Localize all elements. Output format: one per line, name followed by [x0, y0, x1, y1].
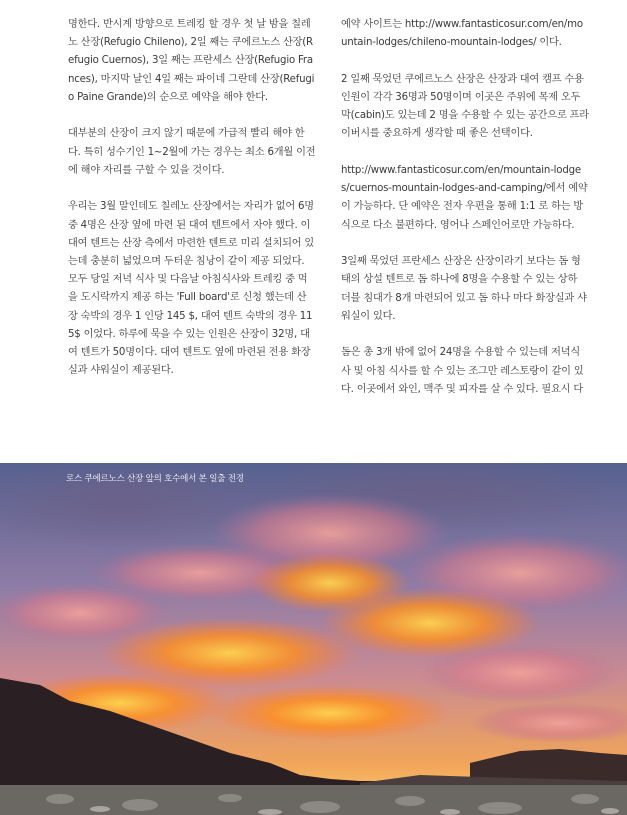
paragraph: 대부분의 산장이 크지 않기 때문에 가급적 빨리 해야 한다. 특히 성수기인 1~2월에 가는 경우는 최소 6개월 이전에 해야 자리를 구할 수 있을 것이다.: [68, 128, 316, 176]
sunrise-landscape-image: [0, 463, 627, 815]
paragraph: 예약 사이트는 http://www.fantasticosur.com/en/mountain-lodges/chileno-mountain-lodges/ 이다.: [341, 19, 583, 49]
paragraph: 2 일째 묵었던 쿠에르노스 산장은 산장과 대여 캠프 수용인원이 각각 36명과 50명이며 이곳은 주위에 목제 오두막(cabin)도 있는데 2 명을 수용할 수 있는 공간으로 프라이버시를 중요하게 생각할 때 좋은 선택이다.: [341, 73, 589, 140]
right-text-column: [341, 16, 589, 417]
paragraph: 돔은 총 3개 밖에 없어 24명을 수용할 수 있는데 저녁식사 및 아침 식사를 할 수 있는 조그만 레스토랑이 같이 있다. 이곳에서 와인, 맥주 및 피자를 살 수 있다. 필요시 다: [341, 347, 584, 395]
paragraph: 우리는 3월 말인데도 칠레노 산장에서는 자리가 없어 6명 중 4명은 산장 옆에 마련 된 대여 텐트에서 자야 했다. 이 대여 텐트는 산장 측에서 마련한 텐트로 미리 설치되어 있는데 충분히 넓었으며 두터운 침낭이 같이 제공 되었다. 모두 당일 저녁 식사 및 다음날 아침식사와 트레킹 중 먹을 도시락까지 제공 하는 'Full board'로 신청 했는데 산장 숙박의 경우 1 인당 145 $, 대여 텐트 숙박의 경우 115$ 이었다. 하루에 묵을 수 있는 인원은 산장이 32명, 대여 텐트가 50명이다. 대여 텐트도 옆에 마련된 전용 화장실과 샤워실이 제공된다.: [68, 201, 315, 377]
paragraph: 3일째 묵었던 프란세스 산장은 산장이라기 보다는 돔 형태의 상설 텐트로 돔 하나에 8명을 수용할 수 있는 상하 더블 침대가 8개 마련되어 있고 돔 하나 마다 화장실과 샤워실이 있다.: [341, 256, 587, 322]
photo-caption: 로스 쿠에르노스 산장 앞의 호수에서 본 일출 전경: [66, 474, 244, 484]
sunrise-photo: [0, 463, 627, 815]
left-text-column: [68, 16, 316, 399]
paragraph: http://www.fantasticosur.com/en/mountain-lodges/cuernos-mountain-lodges-and-camping/에서 예약이 가능하다. 단 예약은 전자 우편을 통해 1:1 로 하는 방식으로 다소 불편하다. 영어나 스페인어로만 가능하다.: [341, 165, 588, 231]
paragraph: 명한다. 반시계 방향으로 트레킹 할 경우 첫 날 밤을 칠레노 산장(Refugio Chileno), 2일 째는 쿠에르노스 산장(Refugio Cuernos), 3일 째는 프란세스 산장(Refugio Frances), 마지막 날인 4일 째는 파이네 그란데 산장(Refugio Paine Grande)의 순으로 예약을 해야 한다.: [68, 19, 315, 103]
